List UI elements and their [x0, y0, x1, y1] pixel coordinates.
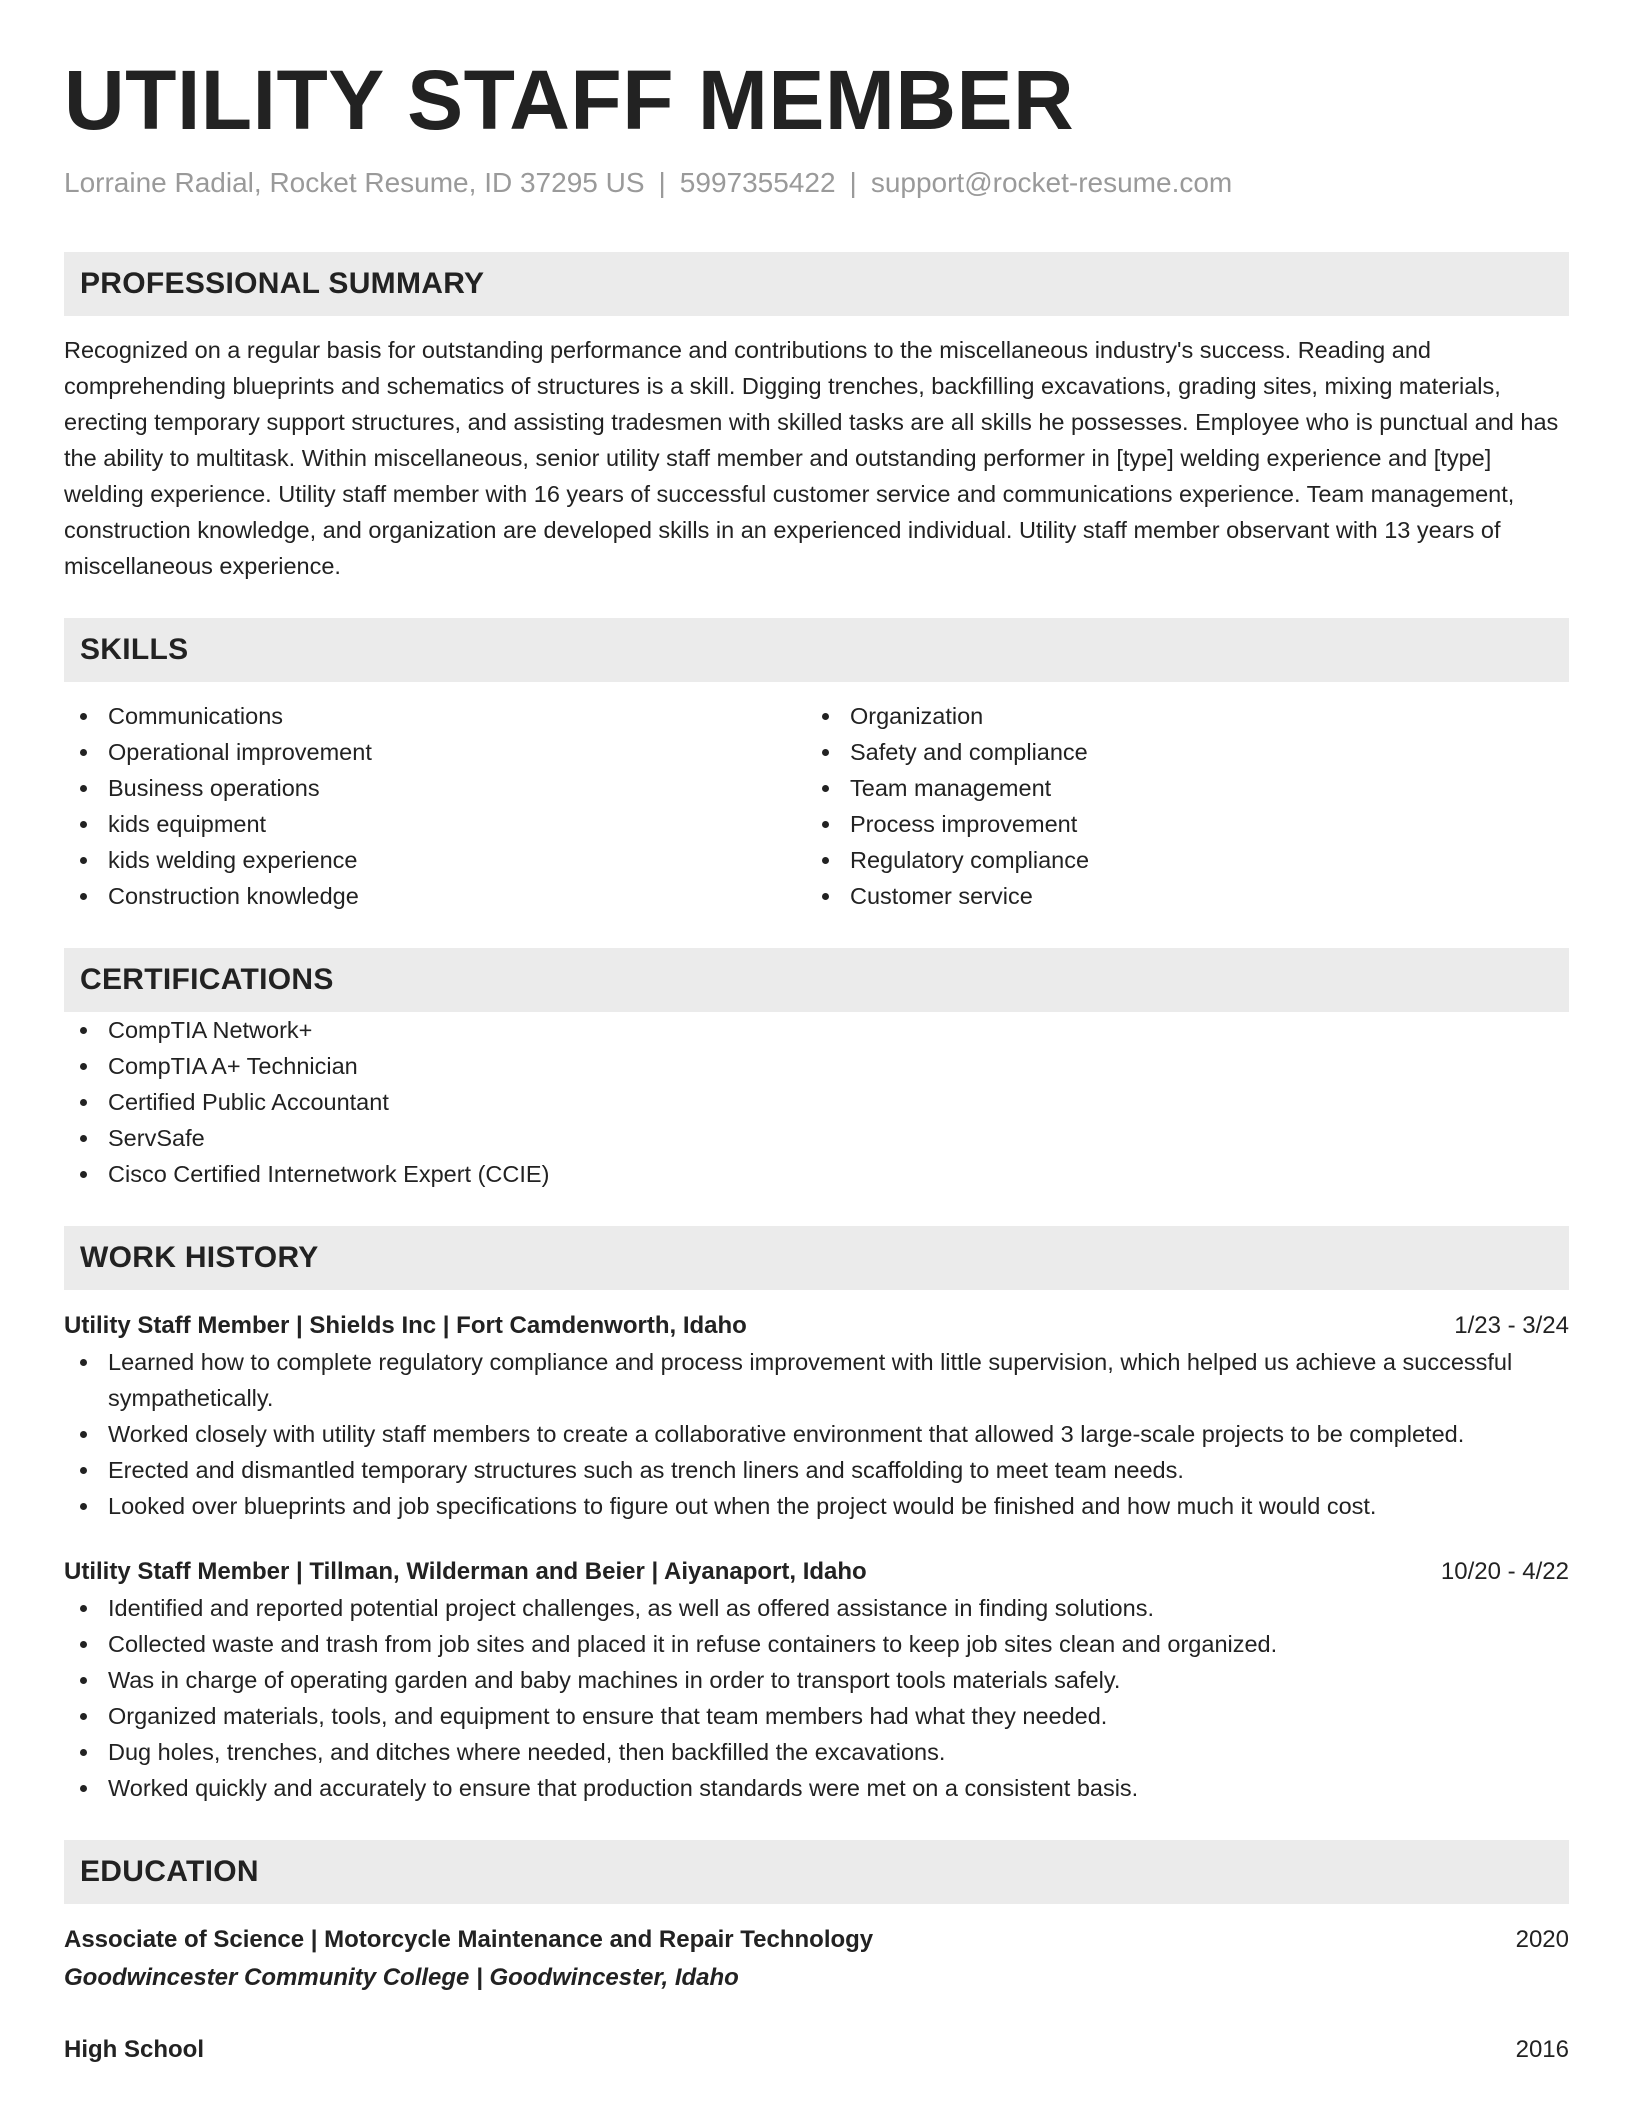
- certification-item: ServSafe: [64, 1120, 1569, 1156]
- education-year: 2016: [1515, 2035, 1569, 2063]
- job-title: Utility Staff Member | Shields Inc | Fort Camdenworth, Idaho: [64, 1311, 747, 1339]
- contact-line: [64, 166, 1569, 200]
- skill-item: Team management: [806, 770, 1548, 806]
- skill-item: Business operations: [64, 770, 806, 806]
- job-entry: [64, 1554, 1569, 1806]
- work-history-section: [64, 1226, 1569, 1806]
- job-bullet: Dug holes, trenches, and ditches where needed, then backfilled the excavations.: [64, 1734, 1569, 1770]
- resume-page: [64, 0, 1569, 2068]
- job-bullets: [64, 1344, 1569, 1524]
- education-year: 2020: [1515, 1925, 1569, 1953]
- skills-list-left: [64, 698, 806, 914]
- contact-separator: |: [849, 167, 857, 198]
- job-dates: 1/23 - 3/24: [1454, 1311, 1569, 1339]
- contact-separator: |: [658, 167, 666, 198]
- skill-item: Operational improvement: [64, 734, 806, 770]
- skills-column-left: [64, 698, 806, 914]
- job-bullet: Collected waste and trash from job sites and placed it in refuse containers to keep job sites clean and organized.: [64, 1626, 1569, 1662]
- contact-address: Lorraine Radial, Rocket Resume, ID 37295 US: [64, 167, 645, 198]
- section-heading-work-history: WORK HISTORY: [64, 1226, 1569, 1290]
- section-heading-education: EDUCATION: [64, 1840, 1569, 1904]
- job-bullet: Looked over blueprints and job specifications to figure out when the project would be finished and how much it would cost.: [64, 1488, 1569, 1524]
- job-title: Utility Staff Member | Tillman, Wilderman and Beier | Aiyanaport, Idaho: [64, 1557, 867, 1585]
- job-bullet: Erected and dismantled temporary structures such as trench liners and scaffolding to meet team needs.: [64, 1452, 1569, 1488]
- education-header: [64, 2032, 1569, 2068]
- contact-phone: 5997355422: [679, 167, 836, 198]
- professional-summary-section: [64, 252, 1569, 584]
- certification-item: CompTIA A+ Technician: [64, 1048, 1569, 1084]
- job-bullet: Organized materials, tools, and equipment to ensure that team members had what they needed.: [64, 1698, 1569, 1734]
- job-header: [64, 1554, 1569, 1590]
- skill-item: Safety and compliance: [806, 734, 1548, 770]
- contact-email: support@rocket-resume.com: [870, 167, 1233, 198]
- certification-item: CompTIA Network+: [64, 1012, 1569, 1048]
- job-bullet: Worked quickly and accurately to ensure that production standards were met on a consistent basis.: [64, 1770, 1569, 1806]
- job-header: [64, 1308, 1569, 1344]
- job-bullet: Was in charge of operating garden and baby machines in order to transport tools materials safely.: [64, 1662, 1569, 1698]
- job-dates: 10/20 - 4/22: [1440, 1557, 1569, 1585]
- education-header: [64, 1922, 1569, 1958]
- education-degree: High School: [64, 2035, 204, 2063]
- certification-item: Cisco Certified Internetwork Expert (CCIE): [64, 1156, 1569, 1192]
- skill-item: Process improvement: [806, 806, 1548, 842]
- skills-list-right: [806, 698, 1548, 914]
- section-heading-skills: SKILLS: [64, 618, 1569, 682]
- summary-text: Recognized on a regular basis for outstanding performance and contributions to the miscellaneous industry's success. Reading and comprehending blueprints and schematics of structures is a skill. Digging trenches, backfilling excavations, grading sites, mixing materials, erecting temporary support structures, and assisting tradesmen with skilled tasks are all skills he possesses. Employee who is punctual and has the ability to multitask. Within miscellaneous, senior utility staff member and outstanding performer in [type] welding experience and [type] welding experience. Utility staff member with 16 years of successful customer service and communications experience. Team management, construction knowledge, and organization are developed skills in an experienced individual. Utility staff member observant with 13 years of miscellaneous experience.: [64, 336, 1559, 579]
- education-degree: Associate of Science | Motorcycle Maintenance and Repair Technology: [64, 1925, 874, 1953]
- education-entry: [64, 2032, 1569, 2068]
- job-bullet: Identified and reported potential project challenges, as well as offered assistance in finding solutions.: [64, 1590, 1569, 1626]
- skills-section: [64, 618, 1569, 914]
- job-bullets: [64, 1590, 1569, 1806]
- certification-item: Certified Public Accountant: [64, 1084, 1569, 1120]
- certifications-section: [64, 948, 1569, 1192]
- skills-column-right: [806, 698, 1548, 914]
- skills-grid: [64, 698, 1569, 914]
- job-bullet: Learned how to complete regulatory compliance and process improvement with little supervision, which helped us achieve a successful sympathetically.: [64, 1344, 1569, 1416]
- skill-item: kids welding experience: [64, 842, 806, 878]
- certifications-list: [64, 1012, 1569, 1192]
- job-bullet: Worked closely with utility staff members to create a collaborative environment that allowed 3 large-scale projects to be completed.: [64, 1416, 1569, 1452]
- skill-item: Customer service: [806, 878, 1548, 914]
- skill-item: Communications: [64, 698, 806, 734]
- skill-item: Construction knowledge: [64, 878, 806, 914]
- section-heading-certifications: CERTIFICATIONS: [64, 948, 1569, 1012]
- job-entry: [64, 1308, 1569, 1524]
- skill-item: kids equipment: [64, 806, 806, 842]
- education-school: Goodwincester Community College | Goodwincester, Idaho: [64, 1963, 739, 1991]
- education-section: [64, 1840, 1569, 2068]
- education-entry: [64, 1922, 1569, 1998]
- candidate-name: UTILITY STAFF MEMBER: [64, 53, 1075, 147]
- skill-item: Regulatory compliance: [806, 842, 1548, 878]
- skill-item: Organization: [806, 698, 1548, 734]
- section-heading-summary: PROFESSIONAL SUMMARY: [64, 252, 1569, 316]
